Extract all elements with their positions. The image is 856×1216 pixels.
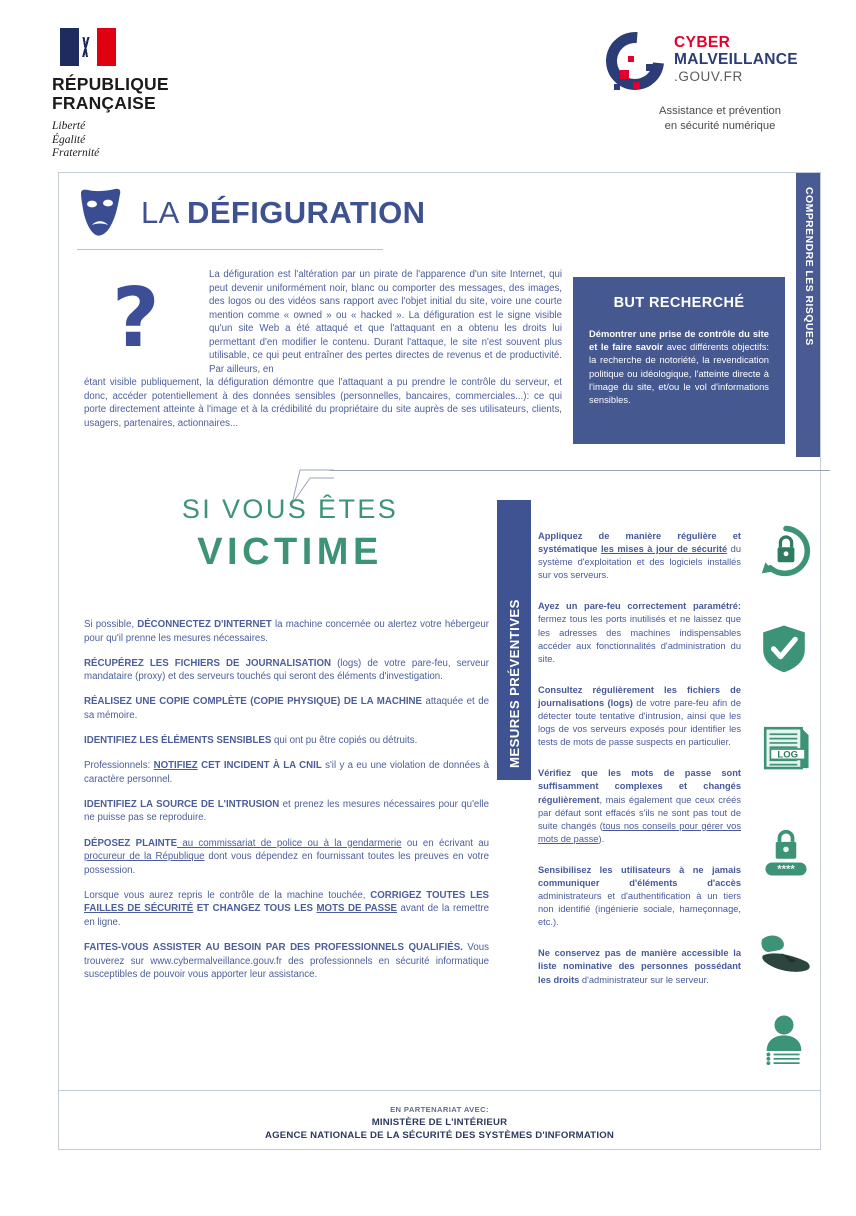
password-lock-icon <box>758 830 818 885</box>
theatre-mask-icon <box>77 187 123 239</box>
svg-text:LOG: LOG <box>777 749 799 761</box>
but-recherche-title: BUT RECHERCHÉ <box>613 295 745 311</box>
preventive-item <box>538 947 741 986</box>
preventive-bold: Ayez un pare-feu correctement paramétré: <box>538 601 741 612</box>
republic-line1: RÉPUBLIQUE <box>52 74 169 94</box>
advice-bold: RÉCUPÉREZ LES FICHIERS DE JOURNALISATION <box>84 657 331 669</box>
page-footer <box>58 1090 821 1141</box>
brand-cyber: CYBER <box>674 34 731 51</box>
advice-lead: Si possible, <box>84 619 138 630</box>
advice-bold-underline[interactable]: FAILLES DE SÉCURITÉ <box>84 903 194 915</box>
advice-bold: CET INCIDENT À LA CNIL <box>197 760 322 772</box>
preventive-items <box>538 530 741 1005</box>
brand-gouv-fr: .GOUV.FR <box>674 69 743 84</box>
advice-bold: CORRIGEZ TOUTES LES <box>370 889 489 901</box>
republic-title <box>52 75 252 113</box>
republique-francaise-logo <box>52 28 252 161</box>
advice-rest: Vous trouverez sur www.cybermalveillance.gouv.fr des professionnels en sécurité informatique susceptibles de pouvoir vous apporter leur assistance. <box>84 942 489 981</box>
footer-partner-label: EN PARTENARIAT AVEC: <box>390 1105 489 1114</box>
preventive-rest: administrateurs et d'authentification à un tiers non identifié (ingénierie sociale, hameçonnage, etc.). <box>538 891 741 928</box>
advice-bold: IDENTIFIEZ LA SOURCE DE L'INTRUSION <box>84 798 280 810</box>
pixel-red-3 <box>628 56 634 62</box>
footer-divider <box>58 1090 821 1091</box>
user-list-icon <box>758 1010 818 1071</box>
advice-rest: dont vous dépendez en fournissant toutes les preuves en votre possession. <box>84 851 489 876</box>
cyber-c-icon <box>594 20 676 102</box>
page-title-prefix: LA <box>141 195 188 230</box>
side-tab-label: COMPRENDRE LES RISQUES <box>803 187 814 346</box>
brand-malveillance: MALVEILLANCE <box>674 51 798 68</box>
preventive-bold-underline[interactable]: les mises à jour de sécurité <box>600 544 728 555</box>
advice-item <box>84 657 489 684</box>
victime-heading <box>80 494 500 574</box>
motto-egalite: Égalité <box>52 133 86 146</box>
republic-motto <box>52 120 252 161</box>
but-recherche-rest: avec différents objectifs: la recherche de notoriété, la revendication politique ou idéologique, l'atteinte directe à l'image du site, et/ou le vol d'informations sensibles. <box>589 341 769 406</box>
title-bar <box>77 187 425 239</box>
preventive-link[interactable]: tous nos conseils pour gérer vos mots de passe <box>538 820 741 844</box>
but-recherche-text <box>589 327 769 406</box>
advice-rest: (logs) de votre pare-feu, serveur mandataire (proxy) et des serveurs touchés qui seront des éléments d'investigation. <box>84 657 489 683</box>
preventive-bar <box>497 500 531 780</box>
preventive-rest: du système d'exploitation et des logiciels installés sur vos serveurs. <box>538 544 741 581</box>
advice-bold-2: ET CHANGEZ TOUS LES <box>193 903 317 915</box>
preventive-bold: Sensibilisez les utilisateurs à ne jamais communiquer d'éléments d'accès <box>538 864 741 888</box>
advice-rest: la machine concernée ou alertez votre hébergeur pour qu'il prenne les mesures nécessaires. <box>84 619 490 644</box>
advice-lead: Professionnels: <box>84 760 154 772</box>
advice-rest: et prenez les mesures nécessaires pour qu'elle ne puisse pas se reproduire. <box>84 798 490 824</box>
page-title <box>141 195 425 231</box>
side-tab-comprendre-les-risques <box>796 173 820 457</box>
lock-refresh-icon <box>758 523 818 584</box>
preventive-bar-label: MESURES PRÉVENTIVES <box>507 599 522 768</box>
french-flag-icon <box>60 28 116 66</box>
preventive-tail: ). <box>598 833 605 844</box>
footer-ministere: MINISTÈRE DE L'INTÉRIEUR <box>371 1117 508 1128</box>
preventive-bold: Appliquez de manière régulière et systématique <box>538 531 741 555</box>
advice-item <box>84 695 489 722</box>
title-divider <box>77 249 383 250</box>
advice-bold-underline[interactable]: NOTIFIEZ <box>153 760 198 772</box>
brand-tagline <box>600 104 822 134</box>
preventive-item <box>538 684 741 749</box>
footer-anssi: AGENCE NATIONALE DE LA SÉCURITÉ DES SYSTÈMES D'INFORMATION <box>265 1130 614 1141</box>
advice-mid: ou en écrivant au <box>401 837 489 849</box>
motto-fraternite: Fraternité <box>52 147 100 159</box>
log-file-icon <box>758 723 818 780</box>
advice-item <box>84 889 489 930</box>
pixel-navy-1 <box>646 64 653 71</box>
mesures-preventives-panel <box>497 500 750 1080</box>
pixel-navy-2 <box>614 84 620 90</box>
advice-item <box>84 618 489 645</box>
pixel-red-1 <box>620 70 629 79</box>
preventive-rest: d'administrateur sur le serveur. <box>579 974 709 985</box>
republic-line2: FRANÇAISE <box>52 93 156 113</box>
advice-bold: DÉPOSEZ PLAINTE <box>84 837 178 849</box>
password-asterisks: **** <box>777 863 795 876</box>
advice-item <box>84 798 489 825</box>
advice-bold: IDENTIFIEZ LES ÉLÉMENTS SENSIBLES <box>84 735 272 747</box>
tagline-line1: Assistance et prévention <box>659 105 781 117</box>
advice-item <box>84 941 489 982</box>
preventive-bold: Consultez régulièrement les fichiers de journalisations (logs) <box>538 684 741 708</box>
motto-liberte: Liberté <box>52 120 86 132</box>
cybermalveillance-logo <box>600 30 822 134</box>
advice-link-1[interactable]: au commissariat de police ou à la gendarmerie <box>177 837 402 849</box>
but-recherche-bold: Démontrer une prise de contrôle du site et le faire savoir <box>589 328 769 353</box>
advice-lead: Lorsque vous aurez repris le contrôle de la machine touchée, <box>84 889 371 901</box>
advice-rest: s'il y a eu une violation de données à caractère personnel. <box>84 760 489 785</box>
advice-link-2[interactable]: procureur de la République <box>84 851 205 863</box>
advice-rest: qui ont pu être copiés ou détruits. <box>271 735 418 747</box>
preventive-rest: , mais également que ceux créés par défaut sont effacés s'ils ne sont pas tout de suite changés ( <box>538 794 741 831</box>
preventive-bold: Ne conservez pas de manière accessible la liste nominative des personnes possédant les droits <box>538 948 741 985</box>
shield-check-icon <box>758 620 818 681</box>
but-recherche-box <box>573 277 785 444</box>
advice-bold: RÉALISEZ UNE COPIE COMPLÈTE (COPIE PHYSIQUE) DE LA MACHINE <box>84 696 422 708</box>
intro-paragraph <box>84 268 562 431</box>
advice-bold: DÉCONNECTEZ D'INTERNET <box>137 619 272 630</box>
question-mark-icon: ? <box>112 271 160 366</box>
advice-bold: FAITES-VOUS ASSISTER AU BESOIN PAR DES PROFESSIONNELS QUALIFIÉS. <box>84 942 463 954</box>
victime-line1: SI VOUS ÊTES <box>181 494 399 524</box>
advice-rest: avant de la remettre en ligne. <box>84 903 490 928</box>
pixel-red-2 <box>633 82 640 89</box>
tagline-line2: en sécurité numérique <box>664 120 776 132</box>
preventive-item <box>538 600 741 665</box>
intro-part-2: étant visible publiquement, la défiguration démontre que l'attaquant a pu prendre le contrôle du serveur, et donc, accéder potentiellement à des données sensibles (personnelles, bancaires, commerciales...): ce qui porte directement atteinte à l'image et à la crédibilité du propriétaire du site auprès de ses utilisateurs, clients, usagers, partenaires, actionnaires... <box>84 377 562 430</box>
preventive-bold: Vérifiez que les mots de passe sont suffisamment complexes et changés régulièrement <box>538 768 741 805</box>
advice-item <box>84 734 489 748</box>
page-header <box>0 0 856 168</box>
victime-line2: VICTIME <box>197 531 383 573</box>
advice-item <box>84 837 489 878</box>
advice-item <box>84 759 489 786</box>
preventive-item <box>538 767 741 846</box>
advice-bold-underline-2[interactable]: MOTS DE PASSE <box>316 903 398 915</box>
advice-rest: attaquée et de sa mémoire. <box>84 696 489 721</box>
preventive-rest: de votre pare-feu afin de détecter toute tentative d'intrusion, ainsi que les logs de vos serveurs exposés pour identifier les tests de mots de passe suspects en particulier. <box>538 697 741 748</box>
preventive-item <box>538 864 741 929</box>
hand-giving-key-icon <box>758 930 818 983</box>
preventive-icons-column <box>752 505 824 1080</box>
victime-advice-list <box>84 618 489 993</box>
preventive-item <box>538 530 741 582</box>
intro-part-1: La défiguration est l'altération par un pirate de l'apparence d'un site Internet, qui peut devenir uniformément noir, blanc ou comporter des messages, des images, des logos ou des vidéos sans rapport avec l'objet initial du site, voire une courte mention comme « owned » ou « hacked ». La défiguration est le signe visible qu'un site Web a été attaqué et que l'attaquant en a obtenu les droits lui permettant d'en modifier le contenu. Durant l'attaque, le site n'est souvent plus utilisable, ce qui peut entraîner des pertes directes de revenus et de productivité. Par ailleurs, en <box>209 269 562 375</box>
preventive-rest: fermez tous les ports inutilisés et ne laissez que les adresses des machines indispensables accéder aux fonctionnalités d'administration du site. <box>538 614 741 664</box>
page-title-main: DÉFIGURATION <box>187 195 426 230</box>
